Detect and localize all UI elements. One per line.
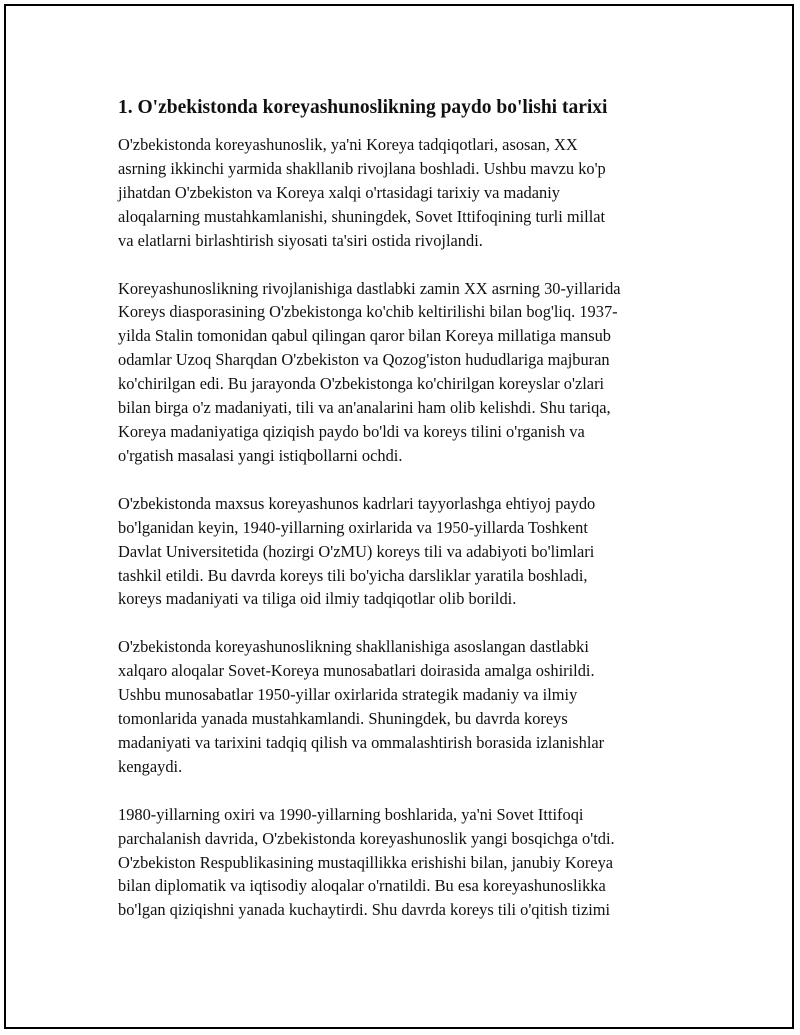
section-heading: 1. O'zbekistonda koreyashunoslikning paydo bo'lishi tarixi	[118, 97, 608, 118]
text-line: xalqaro aloqalar Sovet-Koreya munosabatlari doirasida amalga oshirildi.	[118, 661, 595, 681]
text-line: kengaydi.	[118, 756, 183, 776]
paragraph-1	[118, 133, 688, 253]
text-line: aloqalarning mustahkamlanishi, shuningdek, Sovet Ittifoqining turli millat	[118, 206, 606, 226]
paragraph-4	[118, 635, 688, 778]
text-line: ko'chirilgan edi. Bu jarayonda O'zbekistonga ko'chirilgan koreyslar o'zlari	[118, 374, 605, 394]
text-line: koreys madaniyati va tiliga oid ilmiy tadqiqotlar olib borildi.	[118, 589, 517, 609]
text-line: O'zbekiston Respublikasining mustaqillikka erishishi bilan, janubiy Koreya	[118, 852, 614, 872]
text-line: bilan birga o'z madaniyati, tili va an'analarini ham olib kelishdi. Shu tariqa,	[118, 398, 611, 418]
text-line: O'zbekistonda koreyashunoslik, ya'ni Koreya tadqiqotlari, asosan, XX	[118, 135, 578, 154]
text-line: tashkil etildi. Bu davrda koreys tili bo'yicha darsliklar yaratila boshladi,	[118, 565, 588, 585]
text-line: bilan diplomatik va iqtisodiy aloqalar o'rnatildi. Bu esa koreyashunoslikka	[118, 876, 606, 896]
text-line: bo'lgan qiziqishni yanada kuchaytirdi. Shu davrda koreys tili o'qitish tizimi	[118, 900, 611, 920]
text-line: Davlat Universitetida (hozirgi O'zMU) koreys tili va adabiyoti bo'limlari	[118, 541, 595, 561]
text-line: O'zbekistonda koreyashunoslikning shakllanishiga asoslangan dastlabki	[118, 637, 589, 657]
text-line: madaniyati va tarixini tadqiq qilish va ommalashtirish borasida izlanishlar	[118, 732, 605, 752]
document-body	[118, 94, 688, 946]
text-line: o'rgatish masalasi yangi istiqbollarni ochdi.	[118, 445, 403, 465]
paragraph-3	[118, 492, 688, 612]
text-line: Koreyashunoslikning rivojlanishiga dastlabki zamin XX asrning 30-yillarida	[118, 278, 621, 298]
text-line: tomonlarida yanada mustahkamlandi. Shuningdek, bu davrda koreys	[118, 709, 568, 729]
text-line: bo'lganidan keyin, 1940-yillarning oxirlarida va 1950-yillarda Toshkent	[118, 517, 588, 537]
paragraph-2	[118, 277, 688, 468]
text-line: Ushbu munosabatlar 1950-yillar oxirlarida strategik madaniy va ilmiy	[118, 685, 578, 705]
text-line: parchalanish davrida, O'zbekistonda koreyashunoslik yangi bosqichga o'tdi.	[118, 828, 615, 848]
text-line: O'zbekistonda maxsus koreyashunos kadrlari tayyorlashga ehtiyoj paydo	[118, 493, 596, 513]
text-line: 1980-yillarning oxiri va 1990-yillarning boshlarida, ya'ni Sovet Ittifoqi	[118, 804, 584, 824]
text-line: jihatdan O'zbekiston va Koreya xalqi o'rtasidagi tarixiy va madaniy	[118, 182, 560, 202]
text-line: asrning ikkinchi yarmida shakllanib rivojlana boshladi. Ushbu mavzu ko'p	[118, 158, 606, 178]
text-line: odamlar Uzoq Sharqdan O'zbekiston va Qozog'iston hududlariga majburan	[118, 350, 610, 370]
text-line: Koreya madaniyatiga qiziqish paydo bo'ldi va koreys tilini o'rganish va	[118, 421, 585, 441]
paragraph-5	[118, 803, 688, 923]
text-line: yilda Stalin tomonidan qabul qilingan qaror bilan Koreya millatiga mansub	[118, 326, 611, 346]
text-line: Koreys diasporasining O'zbekistonga ko'chib keltirilishi bilan bog'liq. 1937-	[118, 302, 618, 322]
text-line: va elatlarni birlashtirish siyosati ta'siri ostida rivojlandi.	[118, 230, 483, 250]
